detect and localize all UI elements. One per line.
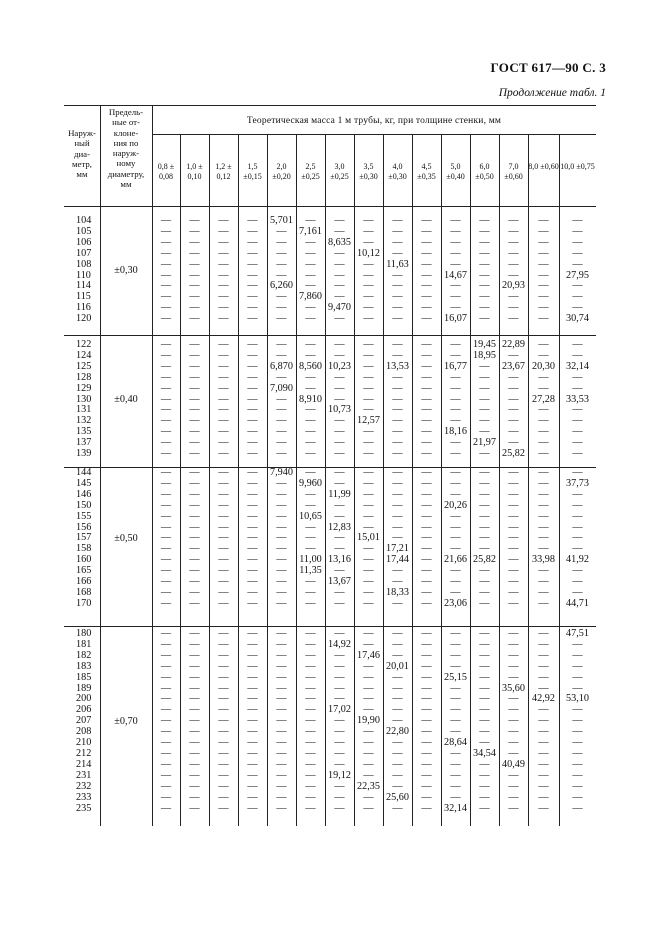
thickness-header: 7,0 ±0,60 — [504, 162, 523, 181]
mass-column: — — — — — — — — — — — — — — — — — — [218, 628, 229, 814]
tolerance-header: Предель- ные от- клоне- ния по наруж- ному диаметру, мм — [107, 107, 145, 190]
mass-column: — — 16,77 — — — — — 18,16 — — — [444, 339, 467, 460]
mass-column: — — — — — — — — — — — [247, 215, 258, 325]
tolerance-value: ±0,30 — [114, 264, 138, 276]
mass-column: — — — — — — — 17,21 17,44 — — 18,33 — — [386, 467, 409, 609]
thickness-header: 5,0 ±0,40 — [446, 162, 465, 181]
mass-column: — — 13,53 — — — — — — — — — [386, 339, 409, 460]
mass-column: — — — — — — — — — — — — — — [421, 467, 432, 609]
mass-column: — — — — — — — — 33,98 — — — — — [532, 467, 555, 609]
mass-column: — — — 20,01 — — — — — 22,80 — — — — — 25,60 — — [386, 628, 409, 814]
thickness-header: 2,5 ±0,25 — [301, 162, 320, 181]
mass-column: — 9,960 — — 10,65 — — — 11,00 11,35 — — — — [299, 467, 322, 609]
thickness-header: 2,0 ±0,20 — [272, 162, 291, 181]
mass-header: Теоретическая масса 1 м трубы, кг, при толщине стенки, мм — [246, 116, 502, 126]
mass-column: — — — — — — — — — — — — — — [218, 467, 229, 609]
mass-column: — 14,92 — — — — — 17,02 — — — — — 19,12 — — — — [328, 628, 351, 814]
mass-column: — — — — — — 15,01 — — — — — — — [357, 467, 380, 609]
mass-column: — — — 20,26 — — — — 21,66 — — — 23,06 — [444, 467, 467, 609]
page-header: ГОСТ 617—90 С. 3 — [490, 60, 606, 75]
thickness-header: 3,0 ±0,25 — [330, 162, 349, 181]
diameter-list: 144 145 146 150 155 156 157 158 160 165 166 168 170 — [76, 467, 92, 609]
mass-column: 5,701 — — — — — 6,260 — — — — [270, 215, 293, 325]
mass-column: — — — — — — — — — — — — — — — — — — [305, 628, 316, 814]
mass-column: — — — — — 27,95 — — — 30,74 — [566, 215, 589, 325]
mass-column: — — — — — — — — — — — 34,54 — — — — — — [473, 628, 496, 814]
mass-column: — — 8,635 — — — — — 9,470 — — [328, 215, 351, 325]
mass-column: — — — — — — 42,92 — — — — — — — — — — — [532, 628, 555, 814]
mass-column: — — — — — — — — — — — — [189, 339, 200, 460]
diameter-list: 122 124 125 128 129 130 131 132 135 137 139 — [76, 339, 92, 460]
diameter-header: Наруж- ный диа- метр, мм — [68, 128, 96, 180]
mass-column: — — — — — — 20,93 — — — — [502, 215, 525, 325]
mass-column: — — 8,560 — — 8,910 — — — — — — [299, 339, 322, 460]
mass-column: — — — — — — — — — — — [538, 215, 549, 325]
mass-column: — — — — — — — — — — — — — — — — — — [276, 628, 287, 814]
mass-column: — — — — 11,63 — — — — — — [386, 215, 409, 325]
mass-column: — — — — — — — — — — — — — — [160, 467, 172, 609]
mass-column: — — — — — — — — — — — — — — — — — — [189, 628, 200, 814]
mass-column: — — — — — — — — — — — — [247, 339, 258, 460]
mass-column: — — — — — — — — — — — — — — — — — — [160, 628, 172, 814]
mass-column: 22,89 — 23,67 — — — — — — — 25,82 — [502, 339, 525, 460]
thickness-header: 4,0 ±0,30 — [388, 162, 407, 181]
header-bottom-rule — [64, 206, 596, 207]
mass-column: — — — — — — — — — — — — — — [247, 467, 258, 609]
tolerance-value: ±0,70 — [114, 715, 138, 727]
tolerance-value: ±0,40 — [114, 393, 138, 405]
mass-column: — — — — — — — — — — — — — — — — — — [247, 628, 258, 814]
mass-column: — — — — — 35,60 — — — — — — 40,49 — — — — — [502, 628, 525, 814]
mass-column: — — 20,30 — — 27,28 — — — — — — [532, 339, 555, 460]
mass-column: — — — — — — — — — — — [218, 215, 229, 325]
mass-column: — — 11,99 — — 12,83 — — 13,16 — 13,67 — — — [328, 467, 351, 609]
mass-column: 47,51 — — — — — 53,10 — — — — — — — — — — — [566, 628, 589, 814]
mass-column: — — 32,14 — — 33,53 — — — — — — [566, 339, 589, 460]
mass-column: — — 6,870 — 7,090 — — — — — — — [270, 339, 293, 460]
group-separator-rule — [64, 626, 596, 627]
mass-column: — — — — — — — — — — — — — — [189, 467, 200, 609]
mass-column: — — — — 25,15 — — — — — 28,64 — — — — — 32,14 — [444, 628, 467, 814]
diameter-list: 180 181 182 183 185 189 200 206 207 208 210 212 214 231 232 233 235 — [76, 628, 92, 814]
mass-column: — — — — — — — — — — — [160, 215, 172, 325]
mass-column: — — — — — — — — — — — — [218, 339, 229, 460]
mass-column: — 7,161 — — — — — 7,860 — — — [299, 215, 322, 325]
thickness-header: 4,5 ±0,35 — [417, 162, 436, 181]
thickness-header: 10,0 ±0,75 — [560, 162, 595, 171]
thickness-header: 1,5 ±0,15 — [243, 162, 262, 181]
table-top-rule — [64, 105, 596, 106]
mass-column: — 37,73 — — — — — — 41,92 — — — 44,71 — [566, 467, 589, 609]
tolerance-value: ±0,50 — [114, 532, 138, 544]
mass-column: — — — — — — — — 25,82 — — — — — [473, 467, 496, 609]
thickness-header: 8,0 ±0,60 — [528, 162, 559, 171]
thickness-header: 1,0 ± 0,10 — [186, 162, 203, 181]
thickness-header: 6,0 ±0,50 — [475, 162, 494, 181]
mass-column: — — — — — — — — — — — — — — [508, 467, 519, 609]
mass-column: — — 10,23 — — — 10,73 — — — — — [328, 339, 351, 460]
mass-column: 7,940 — — — — — — — — — — — — — [270, 467, 293, 609]
group-separator-rule — [64, 335, 596, 336]
mass-column: — — — — — — — — — — — — [160, 339, 172, 460]
mass-column: 19,45 18,95 — — — — — — — 21,97 — — [473, 339, 496, 460]
table-continuation-label: Продолжение табл. 1 — [498, 87, 606, 99]
mass-column: — — — — — — — — — — — — — — — — — — [421, 628, 432, 814]
mass-column: — — — — — 14,67 — — — 16,07 — [444, 215, 467, 325]
mass-column: — — — — — — — — — — — [479, 215, 490, 325]
mass-column: — — — 10,12 — — — — — — — [357, 215, 380, 325]
mass-column: — — — — — — — — — — — [189, 215, 200, 325]
header-mid-rule — [152, 134, 596, 135]
mass-column: — — — — — — — — — — — — [421, 339, 432, 460]
mass-column: — — 17,46 — — — — — 19,90 — — — — — 22,35 — — — [357, 628, 380, 814]
thickness-header: 0,8 ± 0,08 — [157, 162, 175, 181]
diameter-list: 104 105 106 107 108 110 114 115 116 120 — [76, 215, 92, 325]
thickness-header: 1,2 ± 0,12 — [215, 162, 232, 181]
mass-column: — — — — — — — — — — — [421, 215, 432, 325]
mass-column: — — — — — — — 12,57 — — — — [357, 339, 380, 460]
thickness-header: 3,5 ±0,30 — [359, 162, 378, 181]
